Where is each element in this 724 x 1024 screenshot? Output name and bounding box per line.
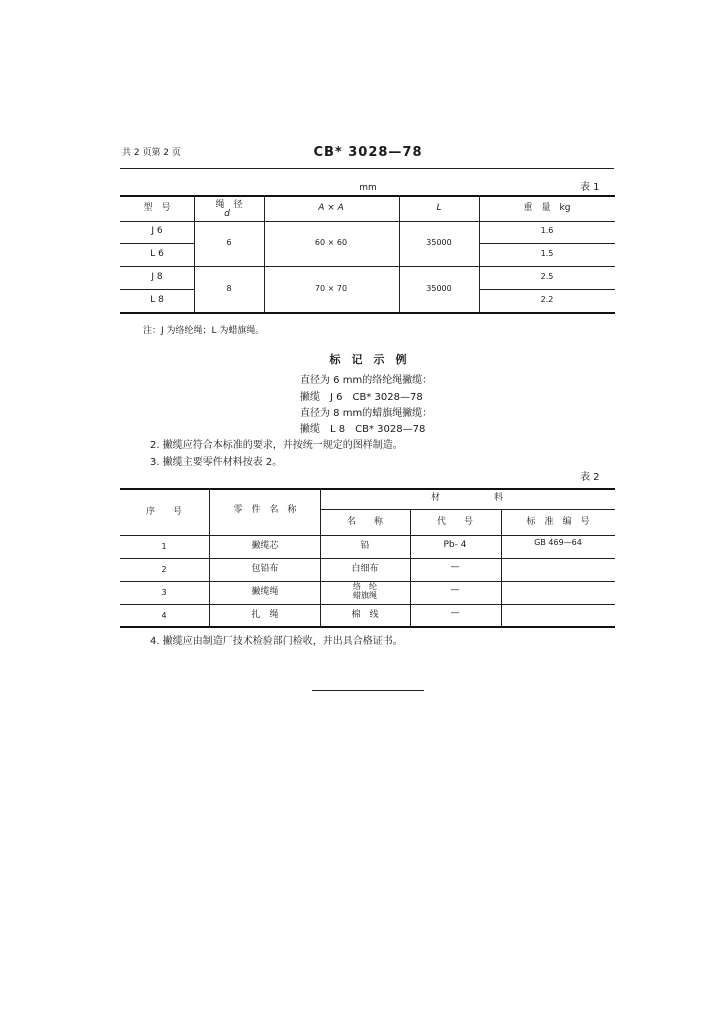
example-line: 直径为 6 mm的络纶绳撇缆： xyxy=(300,375,433,386)
table1-group-axa: 70 × 70 xyxy=(314,284,348,293)
table1-row-type: L 6 xyxy=(150,249,164,259)
table1-note: 注：J 为络纶绳；L 为蜡旗绳。 xyxy=(143,326,265,336)
table1-row-type: J 6 xyxy=(151,226,163,236)
table1-group-diameter: 6 xyxy=(226,238,232,247)
clause-3: 3. 撇缆主要零件材料按表 2。 xyxy=(150,457,283,468)
table1-header-diameter: 绳 径 xyxy=(215,200,243,210)
table1-header-weight: 重 量 kg xyxy=(523,203,571,213)
document-code: CB* 3028—78 xyxy=(313,145,423,160)
page-info: 共 2 页第 2 页 xyxy=(122,148,181,158)
table2-bottom-rule xyxy=(120,626,615,628)
table2 xyxy=(120,488,615,628)
table2-row-name: 络 纶 xyxy=(353,582,377,591)
table1-group-length: 35000 xyxy=(426,238,452,247)
table2-row-seq: 1 xyxy=(161,542,167,551)
table1-header-length: L xyxy=(436,203,442,213)
table2-header-std: 标 准 编 号 xyxy=(526,517,590,527)
table2-row-part: 包铅布 xyxy=(251,564,279,574)
table2-header-material: 材 料 xyxy=(430,493,504,503)
table2-row-part: 扎 绳 xyxy=(251,610,279,620)
table2-row-name: 棉 线 xyxy=(351,610,379,620)
table2-row-code: — xyxy=(450,608,460,618)
clause-2: 2. 撇缆应符合本标准的要求，并按统一规定的图样制造。 xyxy=(150,440,403,451)
table2-row-seq: 2 xyxy=(161,565,167,574)
table2-row-part: 撇缆绳 xyxy=(251,587,279,597)
table2-row-seq: 4 xyxy=(161,611,167,620)
table2-header-part: 零 件 名 称 xyxy=(233,505,297,515)
table1-group-length: 35000 xyxy=(426,284,452,293)
table1-row-weight: 1.5 xyxy=(540,249,554,258)
table1-row-type: L 8 xyxy=(150,295,164,305)
table1-row-weight: 2.2 xyxy=(540,295,554,304)
table2-header-name: 名 称 xyxy=(346,517,384,527)
table1-header-diameter-symbol: d xyxy=(224,209,230,219)
table1-row-weight: 1.6 xyxy=(540,226,554,235)
example-line: 撇缆 L 8 CB* 3028—78 xyxy=(300,424,426,435)
table1 xyxy=(120,195,615,315)
table2-row-seq: 3 xyxy=(161,588,167,597)
table2-header-seq: 序 号 xyxy=(145,507,183,517)
table1-unit: mm xyxy=(359,183,377,193)
table1-row-weight: 2.5 xyxy=(540,272,554,281)
table2-top-rule xyxy=(120,488,615,490)
table1-header-type: 型 号 xyxy=(143,203,171,213)
table2-header-code: 代 号 xyxy=(436,517,474,527)
table2-row-part: 撇缆芯 xyxy=(251,541,279,551)
example-line: 直径为 8 mm的蜡旗绳撇缆： xyxy=(300,408,433,419)
table2-row-name: 蜡旗绳 xyxy=(353,591,377,600)
clause-4: 4. 撇缆应由制造厂技术检验部门检收，并出具合格证书。 xyxy=(150,636,403,647)
example-title: 标 记 示 例 xyxy=(329,353,407,366)
table1-header-axa: A × A xyxy=(318,203,344,213)
table2-row-code: — xyxy=(450,585,460,595)
table1-group-diameter: 8 xyxy=(226,284,232,293)
table2-row-name: 铅 xyxy=(360,541,370,551)
header-rule xyxy=(120,168,614,169)
table2-row-std: GB 469—64 xyxy=(534,538,582,547)
end-rule xyxy=(312,690,424,691)
table2-row-code: Pb- 4 xyxy=(443,540,467,550)
table1-label: 表 1 xyxy=(580,182,600,193)
table2-label: 表 2 xyxy=(580,472,600,483)
table1-row-type: J 8 xyxy=(151,272,163,282)
table1-group-axa: 60 × 60 xyxy=(314,238,348,247)
table2-row-code: — xyxy=(450,562,460,572)
example-line: 撇缆 J 6 CB* 3028—78 xyxy=(300,392,423,403)
table2-row-name: 白细布 xyxy=(351,564,379,574)
